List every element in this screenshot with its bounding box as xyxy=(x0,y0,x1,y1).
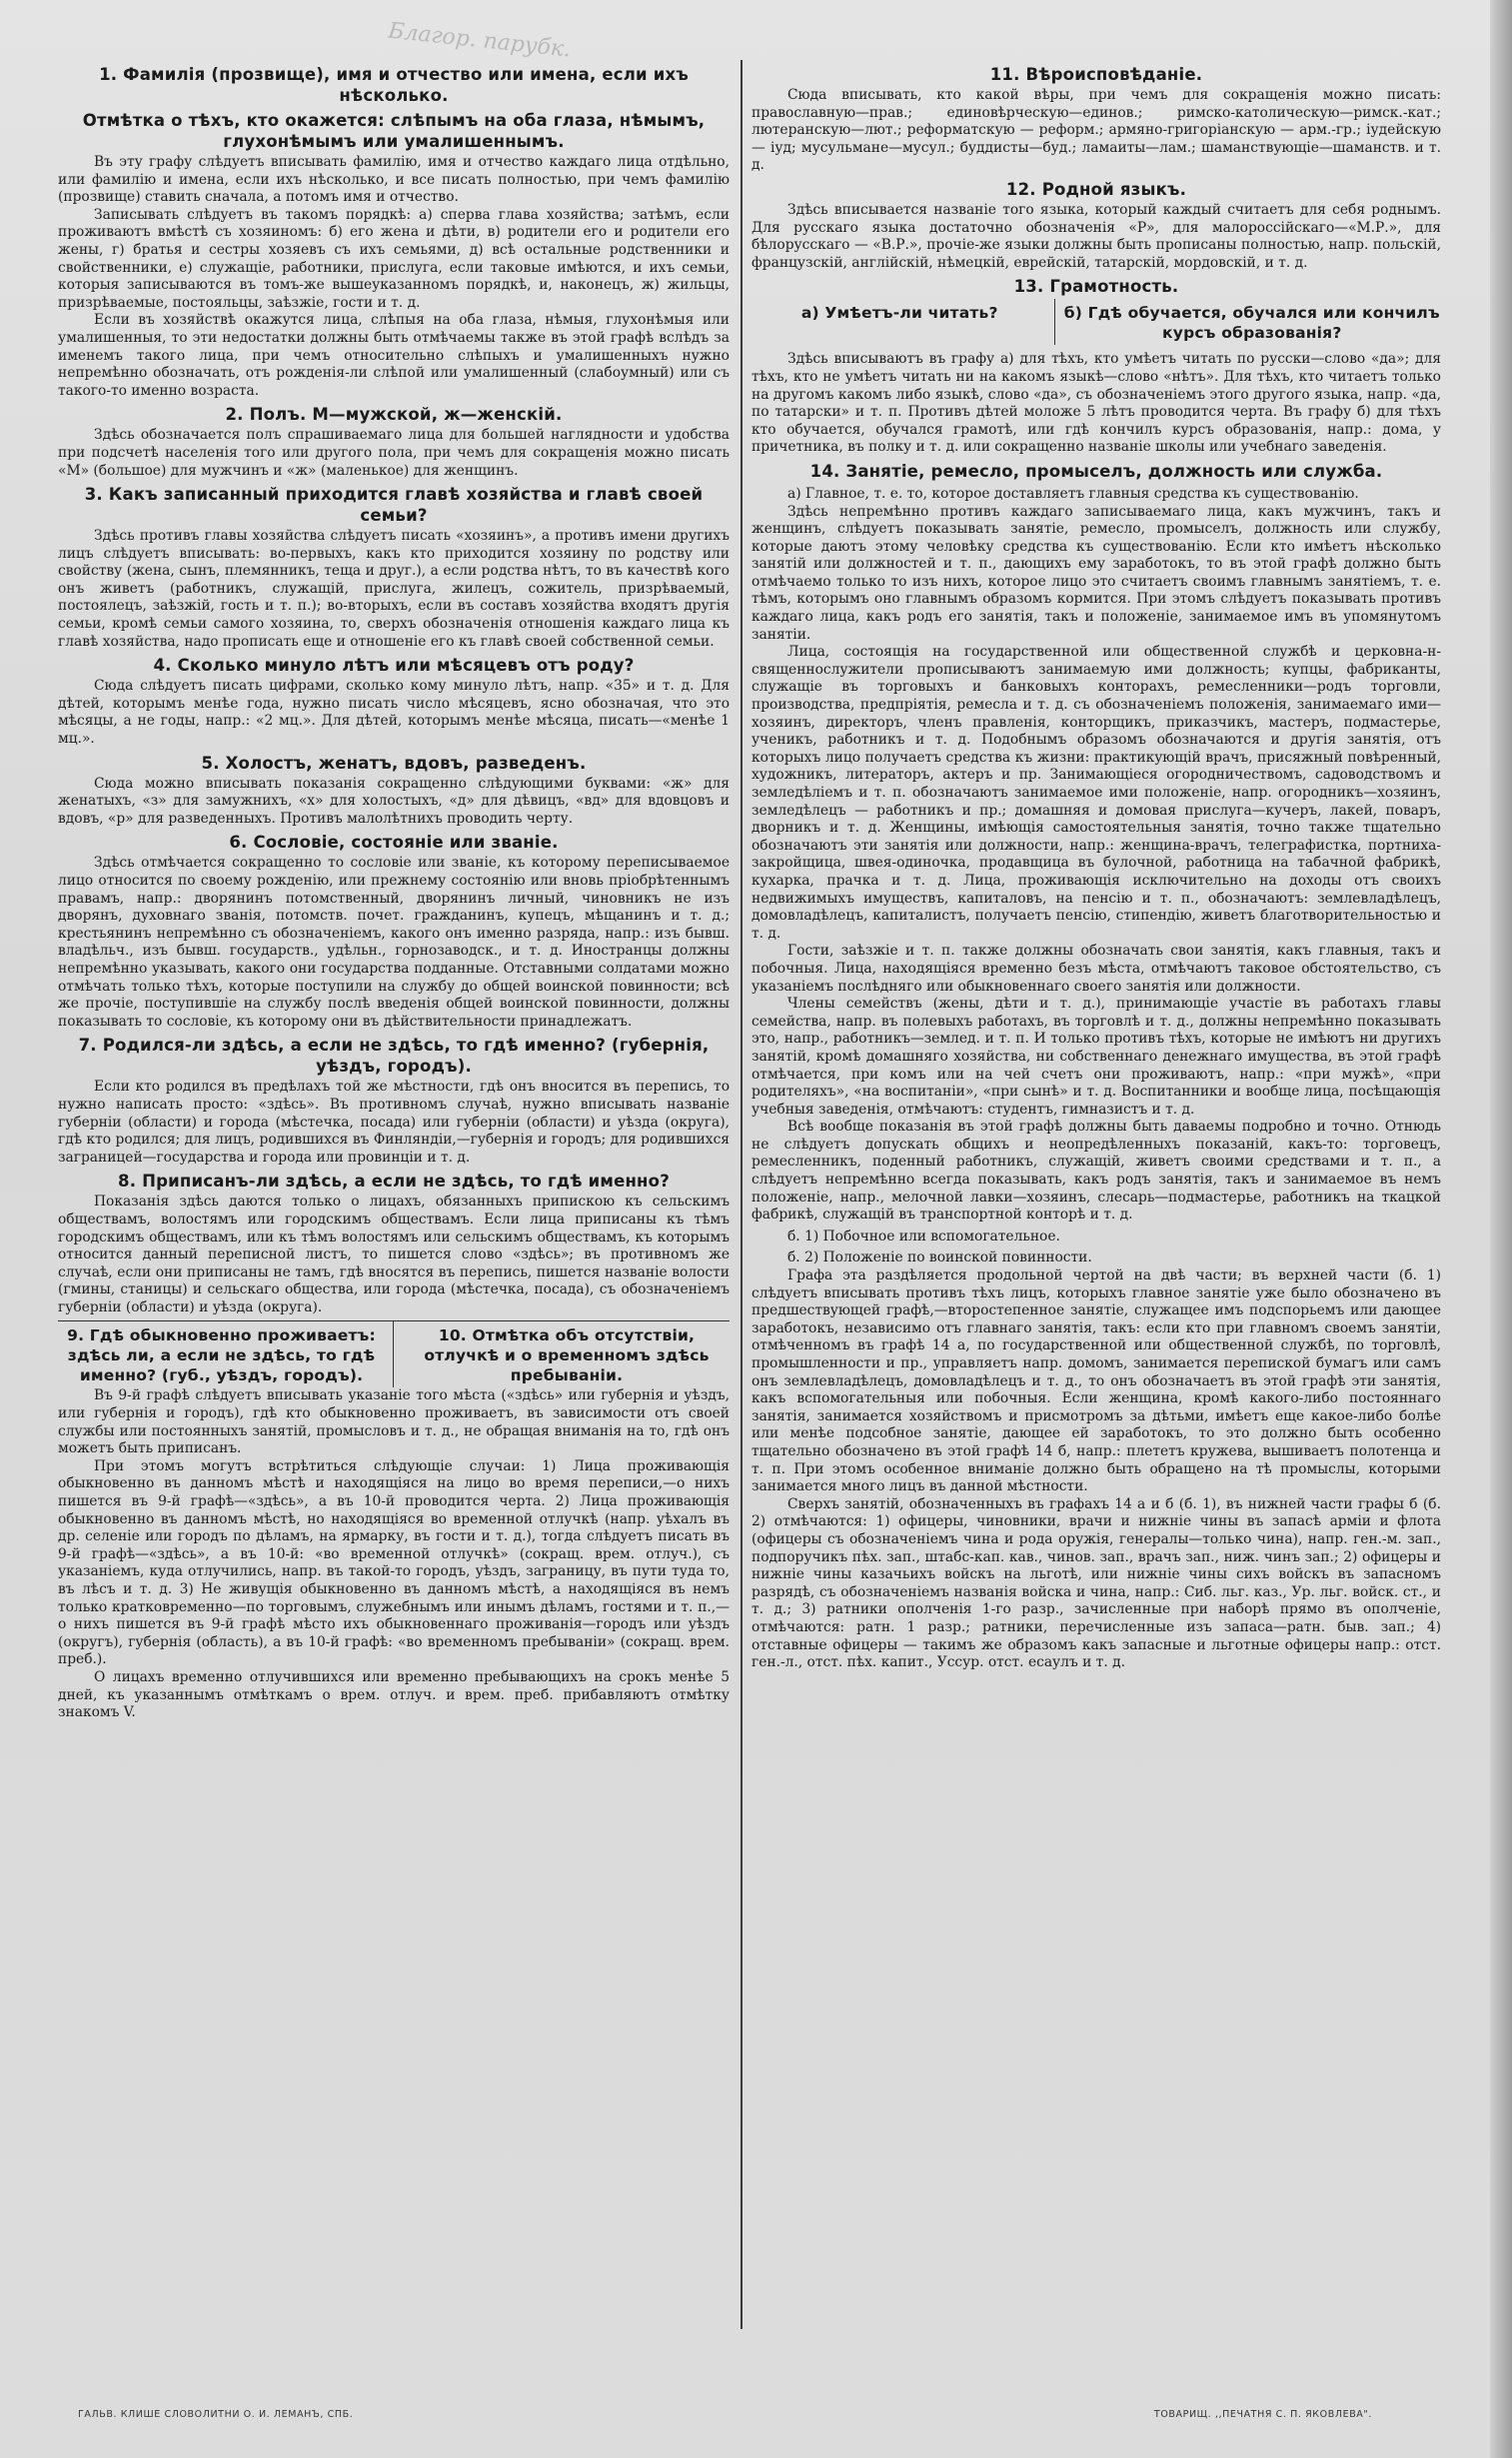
heading-s6: 6. Сословіе, состояніе или званіе. xyxy=(229,833,559,853)
paragraph: Графа эта раздѣляется продольной чертой на двѣ части; въ верхней части (б. 1) слѣдуетъ вписывать противъ тѣхъ лицъ, которыхъ главное занятіе уже было обозначено въ предшествующей графѣ,—второстепенное занятіе, служащее имъ подспорьемъ или дающее заработокъ, независимо отъ главнаго занятія, такъ: если кто при главномъ своемъ занятіи, отмѣченномъ въ графѣ 14 а, по государственной или общественной службѣ, по торговлѣ, промышленности и пр., управляетъ напр. домомъ, занимается перепиской бумагъ или самъ онъ землевладѣлецъ, домовладѣлецъ и т. д., то онъ обозначаетъ въ этой графѣ эти занятія, какъ вспомогательныя или побочныя. Если женщина, кромѣ какого-либо постояннаго занятія, занимается хозяйствомъ и присмотромъ за дѣтьми, имѣетъ еще какое-либо болѣе или менѣе подсобное занятіе, дающее ей заработокъ, то это должно быть особенно тщательно обозначено въ этой графѣ 14 б, напр.: плететъ кружева, вышиваетъ полотенца и т. п. При этомъ особенное вниманіе должно быть обращено на тѣ промыслы, которыми занимается много лицъ въ данной мѣстности. xyxy=(752,1267,1441,1495)
heading-s4: 4. Сколько минуло лѣтъ или мѣсяцевъ отъ роду? xyxy=(153,656,635,676)
heading-s1: 1. Фамилія (прозвище), имя и отчество или имена, если ихъ нѣсколько. xyxy=(99,65,689,105)
paragraph: Здѣсь вписывается названіе того языка, который каждый считаетъ для себя роднымъ. Для русскаго языка достаточно обозначенія «Р», для малороссійскаго—«М.Р.», для бѣлорусскаго — «В.Р.», прочіе-же языки должны быть прописаны полностью, напр. польскій, французскій, англійскій, нѣмецкій, еврейскій, татарскій, мордовскій, и т. д. xyxy=(752,201,1441,271)
paragraph: Сюда можно вписывать показанія сокращенно слѣдующими буквами: «ж» для женатыхъ, «з» для замужнихъ, «х» для холостыхъ, «д» для дѣвицъ, «вд» для вдовцовъ и вдовъ, «р» для разведенныхъ. Противъ малолѣтнихъ проводить черту. xyxy=(58,775,730,827)
paragraph: Въ 9-й графѣ слѣдуетъ вписывать указаніе того мѣста («здѣсь» или губернія и уѣздъ, или губернія и городъ), гдѣ кто обыкновенно проживаетъ, въ зависимости отъ своей службы или постоянныхъ занятій, промысловъ и т. д., не обращая вниманія на то, гдѣ онъ можетъ быть приписанъ. xyxy=(58,1387,730,1457)
heading-s12: 12. Родной языкъ. xyxy=(1005,179,1187,199)
paragraph: Здѣсь вписываютъ въ графу а) для тѣхъ, кто умѣетъ читать по русски—слово «да»; для тѣхъ, кто не умѣетъ читать ни на какомъ языкѣ—слово «нѣтъ». Для тѣхъ, кто читаетъ только на другомъ какомъ либо языкѣ, слово «да», съ обозначеніемъ этого другого языка, напр. «да, по татарски» и т. п. Противъ дѣтей моложе 5 лѣтъ проводится черта. Въ графу б) для тѣхъ кто обучается, обучался грамотѣ, или гдѣ кончилъ курсъ образованія, напр.: дома, у причетника, въ полку и т. д. или сокращенно названіе школы или учебнаго заведенія. xyxy=(752,351,1441,456)
paragraph: Сюда вписывать, кто какой вѣры, при чемъ для сокращенія можно писать: православную—прав.; единовѣрческую—единов.; римско-католическую—римск.-кат.; лютеранскую—лют.; реформатскую — реформ.; армяно-григоріанскую — арм.-гр.; іудейскую — іуд; мусульмане—мусул.; буддисты—буд.; ламаиты—лам.; шаманствующіе—шаманств. и т. д. xyxy=(752,87,1441,174)
heading-s5: 5. Холостъ, женатъ, вдовъ, разведенъ. xyxy=(201,753,587,773)
split-heading xyxy=(752,299,1441,345)
paragraph: Лица, состоящія на государственной или общественной службѣ и церковна-н-священнослужители прописываютъ занимаемую ими должность; купцы, фабриканты, служащіе въ торговыхъ и банковыхъ конторахъ, ремесленники—родъ торговли, производства, предпріятія, ремесла и т. д. съ обозначеніемъ положенія, занимаемаго ими—хозяинъ, директоръ, членъ правленія, конторщикъ, приказчикъ, мастеръ, подмастерье, ученикъ, работникъ и т. д. Подобнымъ образомъ обозначаются и другія занятія, отъ которыхъ лицо получаетъ средства къ жизни: практикующій врачъ, присяжный повѣренный, художникъ, литераторъ, актеръ и пр. Занимающіеся огородничествомъ, садоводствомъ и земледѣліемъ и т. п. обозначаютъ занимаемое ими положеніе, напр. огородникъ—хозяинъ, земледѣлецъ — работникъ и пр.; домашняя и домовая прислуга—кучеръ, лакей, поваръ, дворникъ и т. д. Женщины, имѣющія самостоятельныя занятія, точно также тщательно обозначаютъ эти занятія или должности, напр.: женщина-врачъ, телеграфистка, портниха-закройщица, швея-одиночка, продавщица въ булочной, работница на табачной фабрикѣ, кухарка, прачка и т. д. Лица, проживающія исключительно на доходы отъ своихъ недвижимыхъ имуществъ, капиталовъ, на пенсію и т. п., обозначаютъ: землевладѣлецъ, домовладѣлецъ, капиталистъ, получаетъ пенсію, стипендію, живетъ благотворительностью и т. д. xyxy=(752,644,1441,942)
heading-s14: 14. Занятіе, ремесло, промыселъ, должность или служба. xyxy=(809,461,1383,481)
heading-left-part: 9. Гдѣ обыкновенно проживаетъ: здѣсь ли, а если не здѣсь, то гдѣ именно? (губ., уѣздъ, городъ). xyxy=(67,1326,376,1385)
paragraph: Показанія здѣсь даются только о лицахъ, обязанныхъ припискою къ сельскимъ обществамъ, волостямъ или городскимъ обществамъ. Если лица приписаны къ тѣмъ городскимъ обществамъ, или къ тѣмъ волостямъ или сельскимъ обществамъ, къ которымъ относится данный переписной листъ, то пишется слово «здѣсь»; въ противномъ же случаѣ, если они приписаны не тамъ, гдѣ вносятся въ перепись, пишется названіе волости (гмины, станицы) и сельскаго общества, или города (мѣстечка, посада), съ обозначеніемъ губерніи (области) и уѣзда (округа). xyxy=(58,1194,730,1315)
paragraph: б. 1) Побочное или вспомогательное. xyxy=(787,1228,1060,1244)
paper-edge xyxy=(1490,0,1512,2458)
paragraph: Здѣсь противъ главы хозяйства слѣдуетъ писать «хозяинъ», а противъ имени другихъ лицъ слѣдуетъ вписывать: во-первыхъ, какъ кто приходится хозяину по родству или свойству (жена, сынъ, племянникъ, теща и друг.), а если родства нѣтъ, то въ качествѣ кого онъ живетъ (работникъ, служащій, прислуга, жилецъ, сожитель, призрѣваемый, постоялецъ, заѣзжій, гость и т. п.); во-вторыхъ, если въ составъ хозяйства входятъ другія семьи, кромѣ семьи самого хозяина, то, сверхъ обозначенія отношенія каждаго лица къ главѣ хозяйства, надо прописать еще и отношеніе его къ главѣ своей собственной семьи. xyxy=(58,528,730,650)
paragraph: Здѣсь непремѣнно противъ каждаго записываемаго лица, какъ мужчинъ, такъ и женщинъ, слѣдуетъ показывать занятіе, ремесло, промыселъ, должность или службу, которые даютъ этому человѣку средства къ существованію. Если кто имѣетъ нѣсколько занятій или должностей и т. п., дающихъ ему заработокъ, то въ этой графѣ должно быть отмѣчаемо только то изъ нихъ, которое лицо это считаетъ своимъ главнымъ занятіемъ, т. е. тѣмъ, которымъ оно главнымъ образомъ кормится. При этомъ слѣдуетъ показывать противъ каждаго лица, какъ родъ его занятія, такъ и положеніе, занимаемое имъ въ упомянутомъ занятіи. xyxy=(752,503,1441,643)
split-heading xyxy=(58,1320,730,1387)
footer-printer-left: ГАЛЬВ. КЛИШЕ СЛОВОЛИТНИ О. И. ЛЕМАНЪ, СПБ. xyxy=(78,2409,354,2420)
paragraph: При этомъ могутъ встрѣтиться слѣдующіе случаи: 1) Лица проживающія обыкновенно въ данномъ мѣстѣ и находящіяся на лицо во время переписи,—о нихъ пишется въ 9-й графѣ—«здѣсь», а въ 10-й проводится черта. 2) Лица проживающія обыкновенно въ данномъ мѣстѣ, но находящіяся во временной отлучкѣ (напр. уѣхалъ въ др. селеніе или городъ по дѣламъ, на ярмарку, въ гости и т. д.), тогда слѣдуетъ писать въ 9-й графѣ—«здѣсь», а въ 10-й: «во временной отлучкѣ» (сокращ. врем. отлуч.), съ указаніемъ, куда отлучились, напр. въ такой-то городъ, уѣздъ, заграницу, въ пути туда то, въ лѣсъ и т. д. 3) Не живущія обыкновенно въ данномъ мѣстѣ, а находящіяся въ немъ только кратковременно—по торговымъ, служебнымъ или инымъ дѣламъ, гостями и т. п.,—о нихъ пишется въ 9-й графѣ мѣсто ихъ обыкновеннаго проживанія—городъ или уѣздъ (округъ), губернія (область), а въ 10-й графѣ: «во временномъ пребываніи» (сокращ. врем. преб.). xyxy=(58,1457,730,1668)
heading-s7: 7. Родился-ли здѣсь, а если не здѣсь, то гдѣ именно? (губернія, уѣздъ, городъ). xyxy=(78,1036,710,1077)
heading-left-part: а) Умѣетъ-ли читать? xyxy=(800,304,998,323)
paragraph: а) Главное, т. е. то, которое доставляетъ главныя средства къ существованію. xyxy=(787,485,1359,502)
heading-s2: 2. Полъ. М—мужской, ж—женскій. xyxy=(225,405,563,425)
paragraph: Всѣ вообще показанія въ этой графѣ должны быть даваемы подробно и точно. Отнюдь не слѣдуетъ допускать общихъ и неопредѣленныхъ показаній, какъ-то: торговецъ, ремесленникъ, поденный работникъ, служащій, живетъ своими средствами и т. п., а слѣдуетъ непремѣнно всегда показывать, какъ родъ занятія, такъ и занимаемое въ немъ положеніе, напр., мелочной лавки—хозяинъ, слесарь—подмастерье, работникъ на ткацкой фабрикѣ, служащій въ транспортной конторѣ и т. д. xyxy=(752,1119,1441,1224)
paragraph: б. 2) Положеніе по воинской повинности. xyxy=(787,1249,1092,1266)
heading-s13: 13. Грамотность. xyxy=(1013,277,1179,297)
paragraph: Въ эту графу слѣдуетъ вписывать фамилію, имя и отчество каждаго лица отдѣльно, или фамилію и имена, если ихъ нѣсколько, и все писать полностью, при чемъ фамилію (прозвище) ставить сначала, а потомъ имя и отчество. xyxy=(58,154,730,206)
heading-s1b: Отмѣтка о тѣхъ, кто окажется: слѣпымъ на оба глаза, нѣмымъ, глухонѣмымъ или умалишеннымъ. xyxy=(82,111,706,151)
paragraph: Записывать слѣдуетъ въ такомъ порядкѣ: а) сперва глава хозяйства; затѣмъ, если проживаютъ вмѣстѣ съ хозяиномъ: б) его жена и дѣти, в) родители его и родители его жены, г) братья и сестры хозяевъ съ ихъ семьями, д) всѣ остальные родственники и свойственники, е) служащіе, работники, прислуга, если таковые имѣются, и ихъ семьи, которыя записываются въ томъ-же вышеуказанномъ порядкѣ, и, наконецъ, ж) жильцы, призрѣваемые, постояльцы, заѣзжіе, гости и т. д. xyxy=(58,206,730,311)
heading-right-part: 10. Отмѣтка объ отсутствіи, отлучкѣ и о временномъ здѣсь пребываніи. xyxy=(424,1326,710,1385)
paragraph: Если въ хозяйствѣ окажутся лица, слѣпыя на оба глаза, нѣмыя, глухонѣмыя или умалишенныя, то эти недостатки должны быть отмѣчаемы также въ этой графѣ вслѣдъ за именемъ такого лица, при чемъ относительно слѣпыхъ и умалишенныхъ нужно непремѣнно обозначать, отъ рожденія-ли слѣпой или умалишенный (слабоумный) или съ такого-то именно возраста. xyxy=(58,312,730,399)
footer-printer-right: ТОВАРИЩ. ,,ПЕЧАТНЯ С. П. ЯКОВЛЕВА". xyxy=(1153,2409,1372,2420)
paragraph: Здѣсь обозначается полъ спрашиваемаго лица для большей наглядности и удобства при подсчетѣ населенія того или другого пола, при чемъ для сокращенія можно писать «М» (большое) для мужчинъ и «ж» (маленькое) для женщинъ. xyxy=(58,427,730,479)
paragraph: О лицахъ временно отлучившихся или временно пребывающихъ на срокъ менѣе 5 дней, къ указаннымъ отмѣткамъ о врем. отлуч. и врем. преб. прибавляютъ отмѣтку знакомъ V. xyxy=(58,1668,730,1721)
paragraph: Гости, заѣзжіе и т. п. также должны обозначать свои занятія, какъ главныя, такъ и побочныя. Лица, находящіяся временно безъ мѣста, отмѣчаютъ таковое обстоятельство, съ указаніемъ послѣдняго или обыкновеннаго своего занятія или должности. xyxy=(752,943,1441,995)
heading-s3: 3. Какъ записанный приходится главѣ хозяйства и главѣ своей семьи? xyxy=(84,485,704,526)
heading-s8: 8. Приписанъ-ли здѣсь, а если не здѣсь, то гдѣ именно? xyxy=(118,1172,670,1192)
paragraph: Сюда слѣдуетъ писать цифрами, сколько кому минуло лѣтъ, напр. «35» и т. д. Для дѣтей, которымъ менѣе года, нужно писать число мѣсяцевъ, ясно обозначая, что это мѣсяцы, а не годы, напр.: «2 мц.». Для дѣтей, которымъ менѣе мѣсяца, писать—«менѣе 1 мц.». xyxy=(58,678,730,748)
right-column xyxy=(752,60,1441,2384)
heading-right-part: б) Гдѣ обучается, обучался или кончилъ курсъ образованія? xyxy=(1063,304,1440,343)
heading-s11: 11. Вѣроисповѣданіе. xyxy=(989,65,1203,84)
paragraph: Здѣсь отмѣчается сокращенно то сословіе или званіе, къ которому переписываемое лицо относится по своему рожденію, или прежнему состоянію или вновь пріобрѣтеннымъ правамъ, напр.: дворянинъ потомственный, дворянинъ личный, чиновникъ не изъ дворянъ, духовнаго званія, потомств. почет. гражданинъ, купецъ, мѣщанинъ и т. д.; крестьянинъ непремѣнно съ обозначеніемъ, какого онъ именно разряда, напр.: изъ бывш. владѣльч., изъ бывш. государств., удѣльн., горнозаводск., и т. д. Иностранцы должны непремѣнно указывать, какого они государства подданные. Отставными солдатами можно отмѣчать только тѣхъ, которые поступили на службу до общей воинской повинности; всѣ же прочіе, поступившіе на службу послѣ введенія общей воинской повинности, должны показывать то сословіе, къ которому они въ дѣйствительности принадлежатъ. xyxy=(58,855,730,1030)
handwritten-note: Благор. парубк. xyxy=(387,18,573,63)
paragraph: Если кто родился въ предѣлахъ той же мѣстности, гдѣ онъ вносится въ перепись, то нужно написать просто: «здѣсь». Въ противномъ случаѣ, нужно вписывать названіе губерніи (области) и города (мѣстечка, посада) или губерніи (области) и уѣзда (округа), гдѣ кто родился; для лицъ, родившихся въ Финляндіи,—губернія и городъ; для родившихся заграницей—государства и города или провинціи и т. д. xyxy=(58,1079,730,1166)
left-column xyxy=(58,60,730,2384)
column-divider xyxy=(741,60,743,2329)
paragraph: Члены семействъ (жены, дѣти и т. д.), принимающіе участіе въ работахъ главы семейства, напр. въ полевыхъ работахъ, въ торговлѣ и т. д., должны непремѣнно показывать это, напр., работникъ—землед. и т. п. И только противъ тѣхъ, которые не имѣютъ ни другихъ занятій, кромѣ домашняго хозяйства, ни собственнаго денежнаго имущества, въ этой графѣ отмѣчается, при комъ или на чей счетъ они проживаютъ, напр.: «при мужѣ», «при родителяхъ», «на воспитаніи», «при сынѣ» и т. д. Воспитанники и вообще лица, посѣщающія учебныя заведенія, отмѣчаютъ: студентъ, гимназистъ и т. д. xyxy=(752,996,1441,1118)
paragraph: Сверхъ занятій, обозначенныхъ въ графахъ 14 а и б (б. 1), въ нижней части графы б (б. 2) отмѣчаются: 1) офицеры, чиновники, врачи и нижніе чины въ запасѣ арміи и флота (офицеры съ обозначеніемъ чина и рода оружія, генералы—только чина), напр. ген.-м. зап., подпоручикъ пѣх. зап., штабс-кап. кав., чинов. зап., врачъ зап., ниж. чинъ зап.; 2) офицеры и нижніе чины казачьихъ войскъ на льготѣ, или нижніе чины сихъ войскъ въ запасномъ разрядѣ, съ обозначеніемъ названія войска и чина, напр.: Сиб. льг. каз., Ур. льг. войск. ст., и т. д.; 3) ратники ополченія 1-го разр., зачисленные при наборѣ прямо въ ополченіе, отмѣчаются: ратн. 1 разр.; ратники, перечисленные изъ запаса—ратн. быв. зап.; 4) отставные офицеры — такимъ же образомъ какъ запасные и льготные офицеры напр.: отст. ген.-л., отст. пѣх. капит., Уссур. отст. есаулъ и т. д. xyxy=(752,1495,1441,1671)
